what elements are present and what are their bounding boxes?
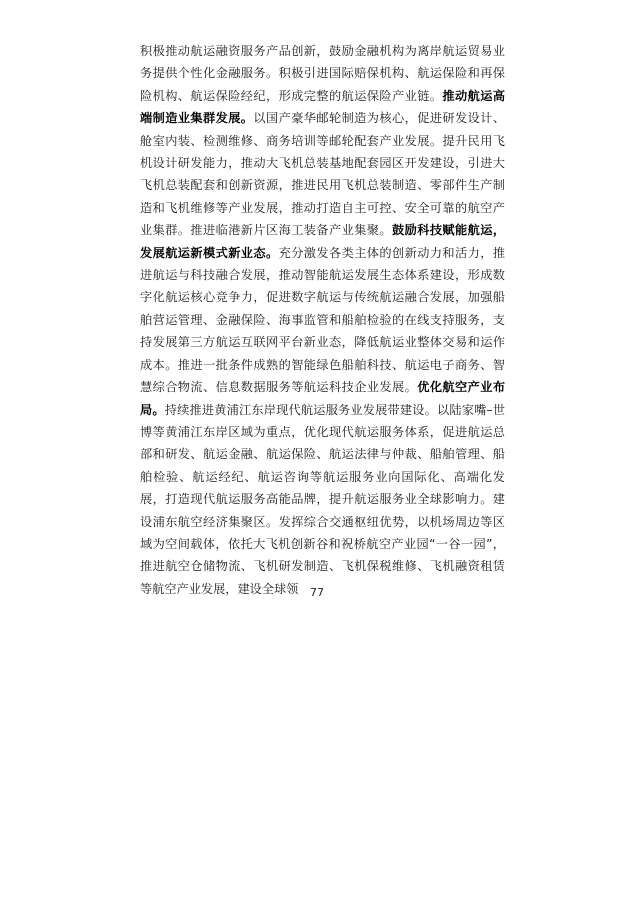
body-paragraph [140, 40, 505, 600]
text-segment: 持续推进黄浦江东岸现代航运服务业发展带建设。以陆家嘴–世博等黄浦江东岸区域为重点，优化现代航运服务体系，促进航运总部和研发、航运金融、航运保险、航运法律与仲裁、船舶管理、船舶检验、航运经纪、航运咨询等航运服务业向国际化、高端化发展，打造现代航运服务高能品牌，提升航运服务业全球影响力。建设浦东航空经济集聚区。发挥综合交通枢纽优势，以机场周边等区域为空间载体，依托大飞机创新谷和祝桥航空产业园“一谷一园”，推进航空仓储物流、飞机研发制造、飞机保税维修、飞机融资租赁等航空产业发展，建设全球领 [140, 402, 506, 596]
bold-heading: 优化航空产业布局。 [140, 380, 506, 417]
text-segment: 以国产豪华邮轮制造为核心，促进研发设计、舱室内装、检测维修、商务培训等邮轮配套产业发展。提升民用飞机设计研发能力，推动大飞机总装基地配套园区开发建设，引进大飞机总装配套和创新资源，推进民用飞机总装制造、零部件生产制造和飞机维修等产业发展，推动打造自主可控、安全可靠的航空产业集群。推进临港新片区海工装备产业集聚。 [140, 111, 506, 238]
bold-heading: 推动航运高端制造业集群发展。 [140, 88, 506, 126]
bold-heading: 鼓励科技赋能航运，发展航运新模式新业态。 [140, 223, 506, 260]
page-number: 77 [310, 586, 324, 599]
text-segment: 充分激发各类主体的创新动力和活力，推进航运与科技融合发展，推动智能航运发展生态体系建设，形成数字化航运核心竞争力，促进数字航运与传统航运融合发展，加强船舶营运管理、金融保险、海事监管和船舶检验的在线支持服务，支持发展第三方航运互联网平台新业态，降低航运业整体交易和运作成本。推进一批条件成熟的智能绿色船舶科技、航运电子商务、智慧综合物流、信息数据服务等航运科技企业发展。 [140, 245, 506, 395]
text-segment: 积极推动航运融资服务产品创新，鼓励金融机构为离岸航运贸易业务提供个性化金融服务。积极引进国际赔保机构、航运保险和再保险机构、航运保险经纪，形成完整的航运保险产业链。 [140, 44, 505, 103]
